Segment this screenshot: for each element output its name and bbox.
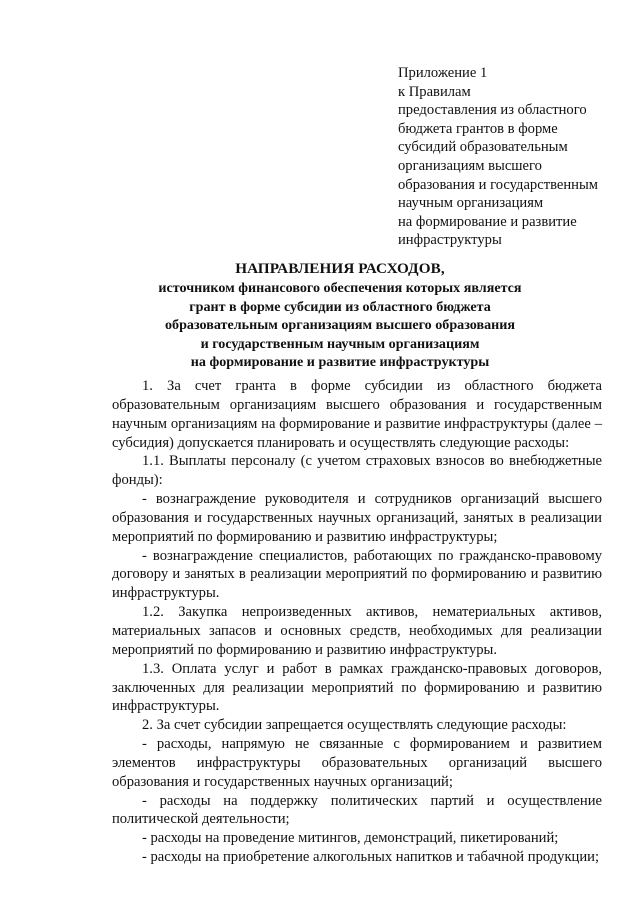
title-subline: и государственным научным организациям (200, 335, 480, 352)
paragraph-1-3: 1.3. Оплата услуг и работ в рамках гражданско-правовых договоров, заключенных для реализации мероприятий по формированию и развитию инфраструктуры. (112, 660, 602, 715)
paragraph-1-1: 1.1. Выплаты персоналу (с учетом страховых взносов во внебюджетные фонды): (112, 453, 602, 489)
list-item: - расходы, напрямую не связанные с формированием и развитием элементов инфраструктуры образовательных организаций высшего образования и государственных научных организаций; (112, 736, 602, 790)
appendix-line: субсидий образовательным (398, 139, 568, 156)
appendix-line: к Правилам (398, 83, 471, 100)
list-item: - вознаграждение специалистов, работающих по гражданско-правовому договору и занятых в реализации мероприятий по формированию и развитию инфраструктуры. (112, 547, 602, 602)
appendix-line: инфраструктуры (398, 232, 502, 249)
appendix-line: Приложение 1 (398, 65, 488, 81)
appendix-line: научным организациям (398, 195, 544, 212)
appendix-line: на формирование и развитие (398, 213, 577, 230)
appendix-line: организациям высшего (398, 157, 542, 174)
title-subline: образовательным организациям высшего образования (164, 317, 516, 333)
title-subline: грант в форме субсидии из областного бюджета (189, 298, 491, 315)
list-item: - вознаграждение руководителя и сотрудников организаций высшего образования и государственных научных организаций, занятых в реализации мероприятий по формированию и развитию инфраструктуры; (112, 491, 602, 545)
title-main: НАПРАВЛЕНИЯ РАСХОДОВ, (235, 260, 445, 277)
paragraph-1-2: 1.2. Закупка непроизведенных активов, нематериальных активов, материальных запасов и основных средств, необходимых для реализации мероприятий по формированию и развитию инфраструктуры. (112, 604, 602, 658)
paragraph-1: 1. За счет гранта в форме субсидии из областного бюджета образовательным организациям высшего образования и государственным научным организациям на формирование и развитие инфраструктуры (далее – субсидия) допускается планировать и осуществлять следующие расходы: (112, 378, 602, 451)
title-subline: источником финансового обеспечения которых является (158, 280, 522, 296)
appendix-line: образования и государственным (398, 176, 599, 193)
appendix-line: бюджета грантов в форме (398, 120, 558, 137)
list-item: - расходы на поддержку политических партий и осуществление политической деятельности; (112, 792, 602, 828)
appendix-header (398, 64, 618, 250)
document-title (60, 258, 620, 372)
title-subline: на формирование и развитие инфраструктуры (190, 354, 490, 370)
list-item: - расходы на проведение митингов, демонстраций, пикетирований; (142, 830, 559, 847)
list-item: - расходы на приобретение алкогольных напитков и табачной продукции; (142, 849, 600, 866)
paragraph-2: 2. За счет субсидии запрещается осуществлять следующие расходы: (142, 717, 567, 734)
appendix-line: предоставления из областного (398, 102, 587, 119)
document-body (112, 377, 602, 867)
